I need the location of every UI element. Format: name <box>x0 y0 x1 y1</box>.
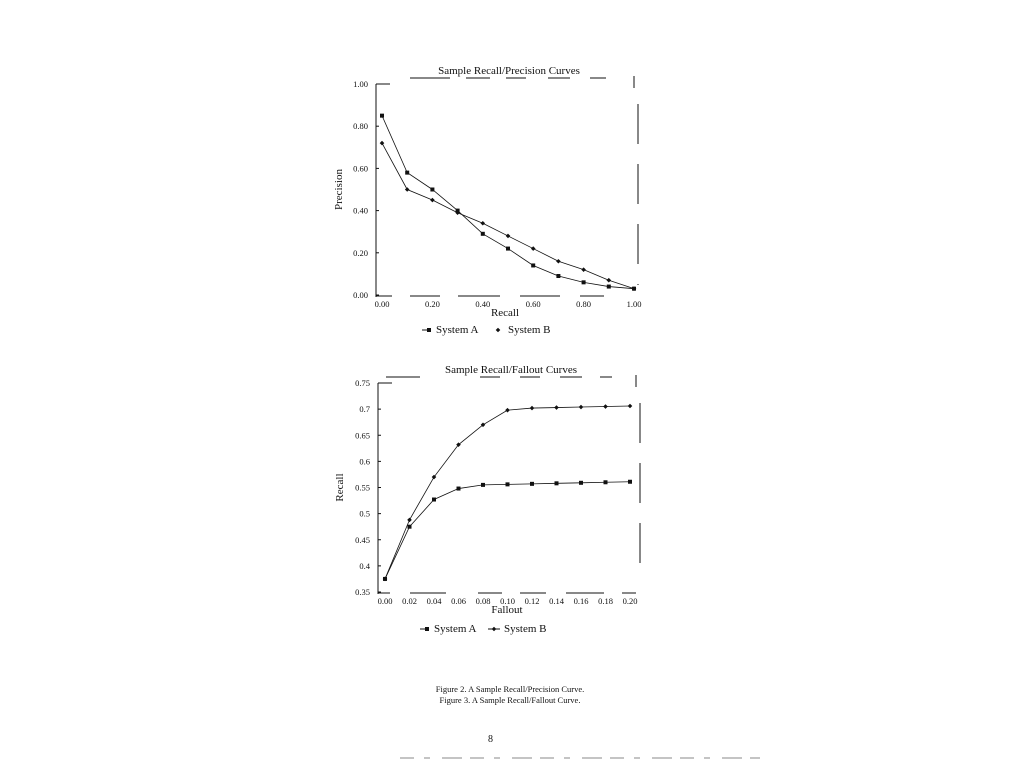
chart1-x-tick-label: 1.00 <box>626 299 642 309</box>
chart1-point-system-b <box>607 278 612 283</box>
chart1-point-system-b <box>506 234 511 239</box>
chart2-x-tick-label: 0.20 <box>622 596 638 606</box>
chart2-point-system-b <box>554 405 559 410</box>
chart1-point-system-a <box>531 263 535 267</box>
chart2-x-tick-label: 0.16 <box>573 596 589 606</box>
figure-3-caption: Figure 3. A Sample Recall/Fallout Curve. <box>439 695 581 705</box>
chart2-point-system-a <box>628 480 632 484</box>
chart2-x-tick-label: 0.06 <box>451 596 466 606</box>
page-number: 8 <box>488 734 493 745</box>
chart2-x-tick-label: 0.00 <box>377 596 393 606</box>
chart1-point-system-b <box>405 187 410 192</box>
chart1-series-line-system-a <box>382 116 634 289</box>
chart1-point-system-b <box>430 198 435 203</box>
chart2-y-tick-label: 0.35 <box>355 587 370 597</box>
chart2-point-system-a <box>530 482 534 486</box>
chart2-point-system-b <box>407 518 412 523</box>
chart2-x-tick-label: 0.10 <box>500 596 515 606</box>
chart2-y-tick-label: 0.65 <box>355 430 370 441</box>
chart2-y-tick-label: 0.75 <box>355 378 370 388</box>
chart1-point-system-a <box>405 171 409 175</box>
chart2-point-system-a <box>457 487 461 491</box>
chart2-y-tick-label: 0.45 <box>355 534 370 545</box>
chart1-x-tick-label: 0.60 <box>525 299 541 309</box>
chart1-x-tick-label: 0.20 <box>424 299 440 309</box>
chart2-legend-marker-system-b <box>492 627 497 632</box>
chart1-point-system-a <box>481 232 485 236</box>
chart2-x-axis-label: Fallout <box>491 604 523 616</box>
chart1-point-system-b <box>581 267 586 272</box>
chart2-point-system-a <box>579 481 583 485</box>
chart1-y-tick-label: 0.60 <box>353 163 368 174</box>
chart2-point-system-a <box>408 525 412 529</box>
chart2-x-tick-label: 0.18 <box>598 596 613 606</box>
chart2-x-tick-label: 0.02 <box>402 596 417 606</box>
chart2-y-tick-label: 0.4 <box>359 560 370 571</box>
chart2-point-system-a <box>604 480 608 484</box>
chart2-x-tick-label: 0.14 <box>549 596 564 606</box>
chart2-point-system-a <box>432 498 436 502</box>
chart1-point-system-a <box>582 280 586 284</box>
chart1-x-tick-label: 0.40 <box>475 299 491 309</box>
chart1-point-system-a <box>506 247 510 251</box>
chart1-y-tick-label: 0.20 <box>353 247 368 258</box>
chart1-x-tick-label: 0.80 <box>576 299 592 309</box>
chart2-legend-label-system-b: System B <box>504 623 547 635</box>
chart1-legend-label-system-a: System A <box>436 324 479 336</box>
chart2-point-system-b <box>530 406 535 411</box>
chart2-y-axis-label: Recall <box>334 473 346 502</box>
chart1-y-tick-label: 0.40 <box>353 205 368 216</box>
chart2-point-system-b <box>579 405 584 410</box>
chart1-x-axis-label: Recall <box>490 307 520 319</box>
chart1-point-system-a <box>556 274 560 278</box>
chart2-y-tick-label: 0.55 <box>355 482 370 493</box>
chart1-point-system-a <box>430 188 434 192</box>
chart2-x-tick-label: 0.08 <box>475 596 491 606</box>
chart2-x-tick-label: 0.12 <box>524 596 540 606</box>
chart1-y-axis-label: Precision <box>333 169 345 210</box>
chart2-legend-marker-system-a <box>425 627 429 631</box>
figure-captions <box>0 684 1024 706</box>
chart1-point-system-b <box>556 259 561 264</box>
chart1-y-tick-label: 1.00 <box>353 79 368 89</box>
chart2-point-system-b <box>505 408 510 413</box>
figure-2-caption: Figure 2. A Sample Recall/Precision Curve. <box>435 684 585 694</box>
chart2-point-system-a <box>555 481 559 485</box>
chart1-point-system-b <box>481 221 486 226</box>
chart1-y-tick-label: 0.80 <box>353 121 368 132</box>
chart1-y-tick-label: 0.00 <box>353 290 368 300</box>
chart1-series-line-system-b <box>382 143 634 289</box>
chart2-point-system-a <box>481 483 485 487</box>
chart1-legend-marker-system-a <box>427 328 431 332</box>
chart2-point-system-b <box>628 404 633 409</box>
chart1-point-system-a <box>380 114 384 118</box>
chart2-series-line-system-a <box>385 482 630 579</box>
chart1-point-system-b <box>531 246 536 251</box>
scan-artifact <box>400 756 760 760</box>
chart1-title: Sample Recall/Precision Curves <box>438 65 580 77</box>
chart2-y-tick-label: 0.6 <box>359 456 370 467</box>
chart2-x-tick-label: 0.04 <box>426 596 442 606</box>
chart2-point-system-b <box>603 404 608 409</box>
chart2-y-tick-label: 0.7 <box>359 404 370 415</box>
chart1-point-system-b <box>380 141 385 146</box>
chart2-series-line-system-b <box>385 406 630 579</box>
chart2-legend-label-system-a: System A <box>434 623 477 635</box>
chart1-legend-label-system-b: System B <box>508 324 551 336</box>
chart2-y-tick-label: 0.5 <box>359 508 370 519</box>
chart1-legend-marker-system-b <box>496 328 501 333</box>
chart1-x-tick-label: 0.00 <box>374 299 390 309</box>
chart2-title: Sample Recall/Fallout Curves <box>445 364 577 376</box>
chart2-point-system-a <box>506 482 510 486</box>
chart1-point-system-a <box>607 285 611 289</box>
